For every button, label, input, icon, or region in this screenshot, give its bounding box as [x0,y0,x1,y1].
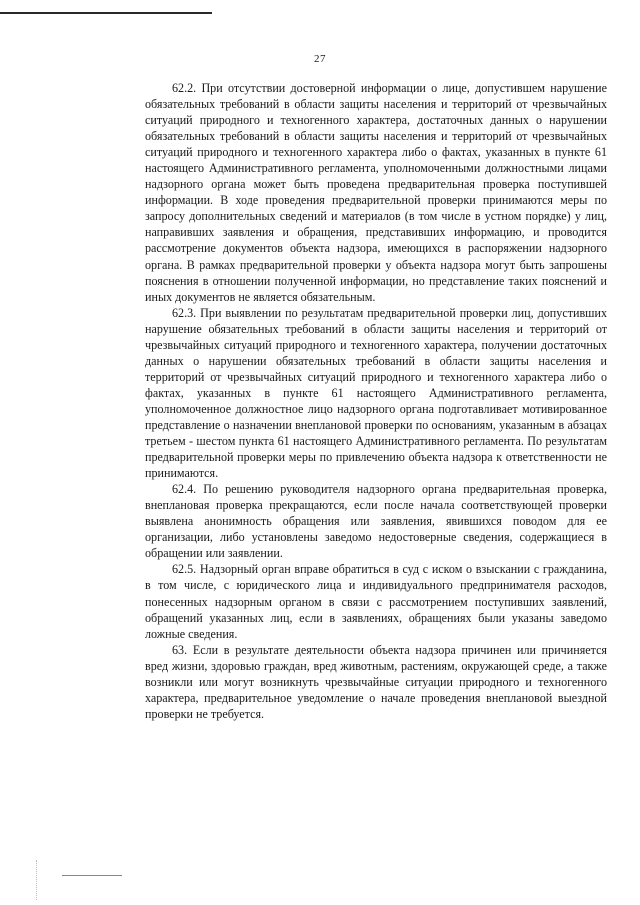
margin-mark [36,860,39,900]
paragraph-63: 63. Если в результате деятельности объекта надзора причинен или причиняется вред жизни, здоровью граждан, вред животным, растениям, окружающей среде, а также возникли или могут возникнуть чрезвычайные ситуации природного и техногенного характера, предварительное уведомление о начале проведения внеплановой выездной проверки не требуется. [145,642,607,721]
paragraph-62-3: 62.3. При выявлении по результатам предварительной проверки лиц, допустивших нарушение обязательных требований в области защиты населения и территорий от чрезвычайных ситуаций природного и техногенного характера, получении достаточных данных о нарушении обязательных требований в области защиты населения и территорий от чрезвычайных ситуаций природного и техногенного характера либо о фактах, указанных в пункте 61 настоящего Административного регламента, уполномоченное должностное лицо надзорного органа подготавливает мотивированное представление о назначении внеплановой проверки по основаниям, указанным в абзацах третьем - шестом пункта 61 настоящего Административного регламента. По результатам предварительной проверки меры по привлечению объекта надзора к ответственности не принимаются. [145,305,607,481]
paragraph-62-4: 62.4. По решению руководителя надзорного органа предварительная проверка, внеплановая проверка прекращаются, если после начала соответствующей проверки выявлена анонимность обращения или заявления, явившихся поводом для ее организации, либо установлены заведомо недостоверные сведения, содержащиеся в обращении или заявлении. [145,482,607,561]
document-body [145,80,607,722]
header-rule [0,12,212,14]
paragraph-62-2: 62.2. При отсутствии достоверной информации о лице, допустившем нарушение обязательных требований в области защиты населения и территорий от чрезвычайных ситуаций природного и техногенного характера, достаточных данных о нарушении обязательных требований в области защиты населения и территорий от чрезвычайных ситуаций природного и техногенного характера либо о фактах, указанных в пункте 61 настоящего Административного регламента, уполномоченными должностными лицами надзорного органа может быть проведена предварительная проверка поступившей информации. В ходе проведения предварительной проверки принимаются меры по запросу дополнительных сведений и материалов (в том числе в устном порядке) у лиц, направивших заявления и обращения, представивших информацию, и проводится рассмотрение документов объекта надзора, имеющихся в распоряжении надзорного органа. В рамках предварительной проверки у объекта надзора могут быть запрошены пояснения в отношении полученной информации, но представление таких пояснений и иных документов не является обязательным. [145,81,607,304]
footer-rule [62,875,122,876]
page-number: 27 [314,53,326,65]
paragraph-62-5: 62.5. Надзорный орган вправе обратиться в суд с иском о взыскании с гражданина, в том числе, с юридического лица и индивидуального предпринимателя расходов, понесенных надзорным органом в связи с рассмотрением поступивших заявлений, обращений указанных лиц, если в заявлениях, обращениях были указаны заведомо ложные сведения. [145,562,607,641]
